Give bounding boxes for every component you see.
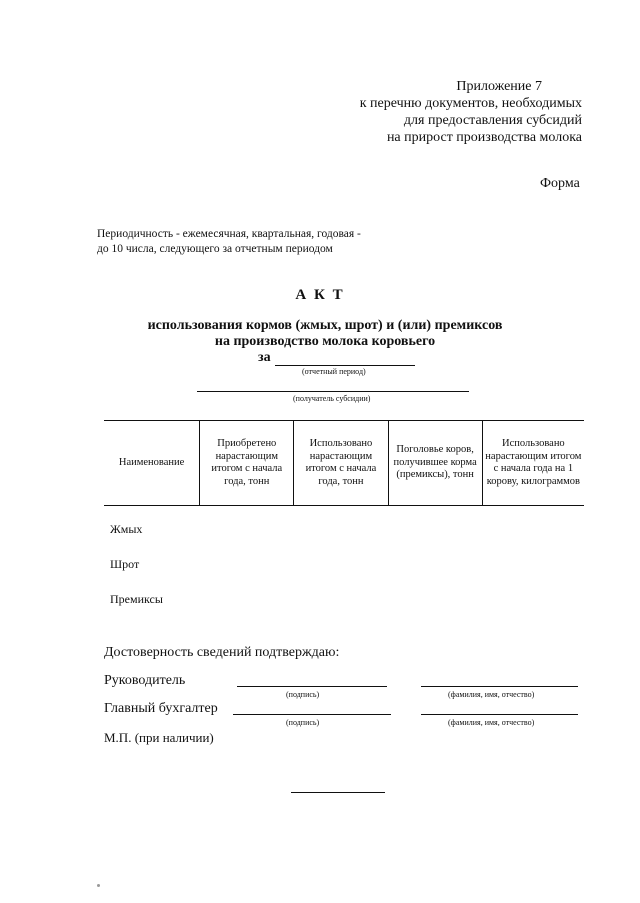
column-header: Поголовье коров, получившее корма (премиксы), тонн xyxy=(388,421,482,506)
act-title: А К Т xyxy=(295,287,345,303)
signature-role: Главный бухгалтер xyxy=(104,701,218,716)
act-subtitle-line: использования кормов (жмых, шрот) и (или) премиксов xyxy=(147,318,503,333)
signature-caption: (подпись) xyxy=(286,718,320,727)
name-line[interactable] xyxy=(421,686,578,687)
appendix-line: к перечню документов, необходимых xyxy=(359,96,582,111)
period-prefix: за xyxy=(258,350,271,365)
table-header-row xyxy=(104,421,584,506)
name-caption: (фамилия, имя, отчество) xyxy=(448,690,535,699)
signature-caption: (подпись) xyxy=(286,690,320,699)
footer-divider xyxy=(291,792,385,793)
table-row-label: Шрот xyxy=(110,557,140,571)
signature-line[interactable] xyxy=(233,714,391,715)
table-row-label: Жмых xyxy=(110,522,143,536)
column-header: Использовано нарастающим итогом с начала года на 1 корову, килограммов xyxy=(482,421,584,506)
act-subtitle xyxy=(100,318,550,350)
column-header: Приобретено нарастающим итогом с начала года, тонн xyxy=(200,421,294,506)
recipient-caption: (получатель субсидии) xyxy=(293,394,371,403)
signature-line[interactable] xyxy=(237,686,387,687)
form-label: Форма xyxy=(540,176,580,191)
recipient-field[interactable] xyxy=(197,391,469,392)
appendix-title: Приложение 7 xyxy=(456,79,542,94)
periodicity-line: Периодичность - ежемесячная, квартальная, годовая - xyxy=(97,228,361,240)
appendix-line: для предоставления субсидий xyxy=(403,113,582,128)
column-header: Наименование xyxy=(118,456,185,468)
period-caption: (отчетный период) xyxy=(302,367,366,376)
appendix-block xyxy=(300,78,582,146)
signature-role: Руководитель xyxy=(104,673,186,688)
appendix-line: на прирост производства молока xyxy=(386,130,582,145)
confirmation-text: Достоверность сведений подтверждаю: xyxy=(104,645,340,660)
periodicity-line: до 10 числа, следующего за отчетным периодом xyxy=(97,243,333,255)
periodicity-note xyxy=(97,227,361,257)
column-header: Использовано нарастающим итогом с начала года, тонн xyxy=(294,421,388,506)
name-caption: (фамилия, имя, отчество) xyxy=(448,718,535,727)
act-subtitle-line: на производство молока коровьего xyxy=(214,334,436,349)
stamp-note: М.П. (при наличии) xyxy=(104,730,214,745)
table-row-label: Премиксы xyxy=(110,592,163,606)
act-table xyxy=(104,420,584,506)
scan-speck xyxy=(97,884,100,887)
period-field[interactable] xyxy=(275,365,415,366)
name-line[interactable] xyxy=(421,714,578,715)
